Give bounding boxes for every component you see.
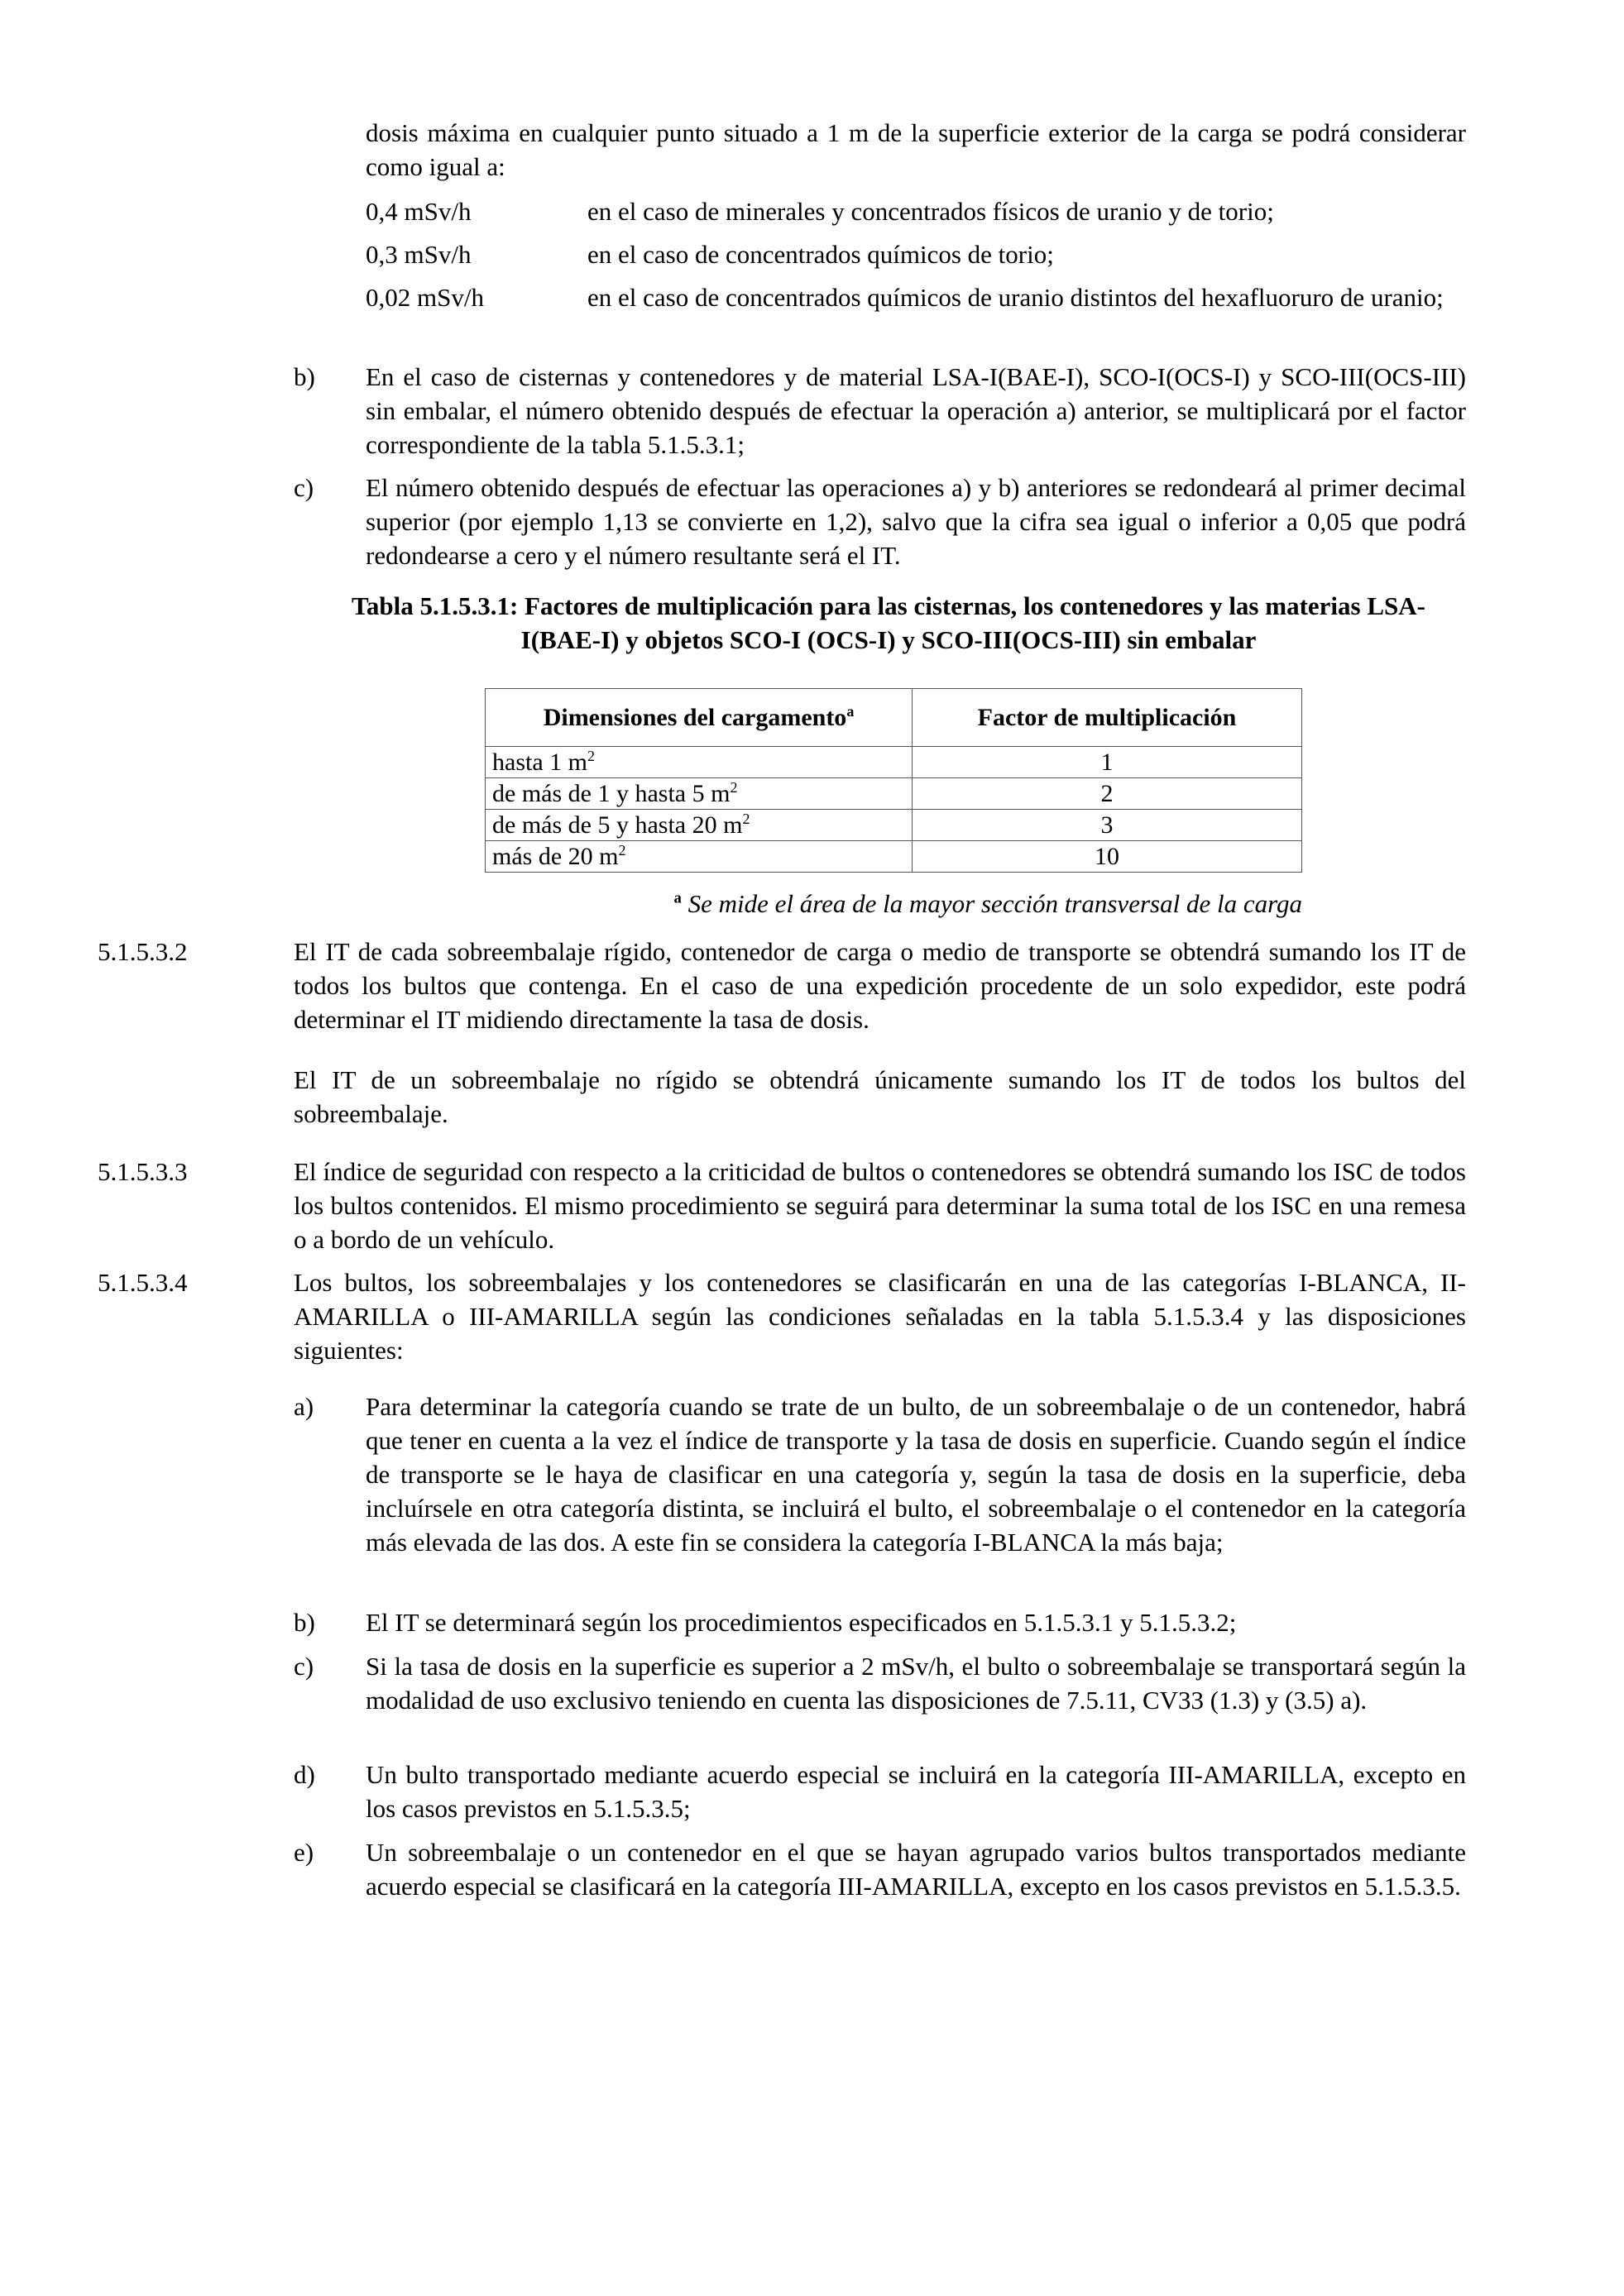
multiplication-factor-table — [485, 688, 1302, 873]
table-row — [486, 810, 1302, 841]
section-paragraph: El IT de cada sobreembalaje rígido, contenedor de carga o medio de transporte se obtendrá sumando los IT de todos los bultos que contenga. En el caso de una expedición procedente de un solo expedidor, este podrá determinar el IT midiendo directamente la tasa de dosis. — [294, 937, 1466, 1034]
dose-rate-description: en el caso de concentrados químicos de torio; — [587, 240, 1054, 269]
table-cell-dimension: de más de 5 y hasta 20 $m^2$ — [486, 810, 913, 841]
list-item-text: El IT se determinará según los procedimientos especificados en 5.1.5.3.1 y 5.1.5.3.2; — [366, 1608, 1237, 1637]
list-item-label: e) — [294, 1838, 314, 1867]
intro-paragraph: dosis máxima en cualquier punto situado a 1 m de la superficie exterior de la carga se podrá considerar como igual a: — [366, 118, 1466, 181]
table-cell-factor: 10 — [913, 841, 1302, 873]
section-paragraph: El IT de un sobreembalaje no rígido se obtendrá únicamente sumando los IT de todos los bultos del sobreembalaje. — [294, 1065, 1466, 1128]
table-cell-dimension: hasta 1 $m^2$ — [486, 747, 913, 778]
list-item-text: En el caso de cisternas y contenedores y de material LSA-I(BAE-I), SCO-I(OCS-I) y SCO-III(OCS-III) sin embalar, el número obtenido después de efectuar la operación a) anterior, se multiplicará por el factor correspondiente de la tabla 5.1.5.3.1; — [366, 362, 1466, 459]
list-item-text: Si la tasa de dosis en la superficie es superior a 2 mSv/h, el bulto o sobreembalaje se transportará según la modalidad de uso exclusivo teniendo en cuenta las disposiciones de 7.5.11, CV33 (1.3) y (3.5) a). — [366, 1652, 1466, 1715]
table-cell-factor: 2 — [913, 778, 1302, 810]
column-header-dimensions: Dimensiones del cargamento$^a$ — [486, 689, 913, 747]
dose-rate-value: 0,02 mSv/h — [366, 283, 484, 312]
section-number: 5.1.5.3.4 — [98, 1268, 188, 1297]
section-paragraph: El índice de seguridad con respecto a la criticidad de bultos o contenedores se obtendrá sumando los ISC de todos los bultos contenidos. El mismo procedimiento se seguirá para determinar la suma total de los ISC en una remesa o a bordo de un vehículo. — [294, 1157, 1466, 1254]
list-item-label: c) — [294, 1652, 314, 1681]
table-row — [486, 747, 1302, 778]
table-cell-factor: 1 — [913, 747, 1302, 778]
list-item-label: c) — [294, 473, 314, 502]
dose-rate-value: 0,3 mSv/h — [366, 240, 472, 269]
list-item-text: El número obtenido después de efectuar las operaciones a) y b) anteriores se redondeará al primer decimal superior (por ejemplo 1,13 se convierte en 1,2), salvo que la cifra sea igual o inferior a 0,05 que podrá redondearse a cero y el número resultante será el IT. — [366, 473, 1466, 570]
table-footnote: $^a$ Se mide el área de la mayor sección transversal de la carga — [673, 889, 1302, 918]
list-item-label: b) — [294, 1608, 315, 1637]
section-number: 5.1.5.3.3 — [98, 1157, 188, 1186]
table-cell-dimension: más de 20 $m^2$ — [486, 841, 913, 873]
section-number: 5.1.5.3.2 — [98, 937, 188, 966]
list-item-label: d) — [294, 1760, 315, 1789]
dose-rate-description: en el caso de concentrados químicos de uranio distintos del hexafluoruro de uranio; — [587, 283, 1444, 312]
list-item-text: Para determinar la categoría cuando se trate de un bulto, de un sobreembalaje o de un contenedor, habrá que tener en cuenta a la vez el índice de transporte y la tasa de dosis en superficie. Cuando según el índice de transporte se le haya de clasificar en una categoría y, según la tasa de dosis en la superficie, deba incluírsele en otra categoría distinta, se incluirá el bulto, el sobreembalaje o el contenedor en la categoría más elevada de las dos. A este fin se considera la categoría I-BLANCA la más baja; — [366, 1392, 1466, 1557]
table-cell-factor: 3 — [913, 810, 1302, 841]
dose-rate-description: en el caso de minerales y concentrados físicos de uranio y de torio; — [587, 197, 1274, 226]
table-cell-dimension: de más de 1 y hasta 5 $m^2$ — [486, 778, 913, 810]
list-item-text: Un bulto transportado mediante acuerdo especial se incluirá en la categoría III-AMARILLA, excepto en los casos previstos en 5.1.5.3.5; — [366, 1760, 1466, 1823]
list-item-label: b) — [294, 362, 315, 391]
section-paragraph: Los bultos, los sobreembalajes y los contenedores se clasificarán en una de las categorías I-BLANCA, II-AMARILLA o III-AMARILLA según las condiciones señaladas en la tabla 5.1.5.3.4 y las disposiciones siguientes: — [294, 1268, 1466, 1365]
table-row — [486, 841, 1302, 873]
list-item-label: a) — [294, 1392, 314, 1421]
dose-rate-value: 0,4 mSv/h — [366, 197, 472, 226]
table-row — [486, 778, 1302, 810]
column-header-factor: Factor de multiplicación — [913, 689, 1302, 747]
table-header-row — [486, 689, 1302, 747]
list-item-text: Un sobreembalaje o un contenedor en el que se hayan agrupado varios bultos transportados mediante acuerdo especial se clasificará en la categoría III-AMARILLA, excepto en los casos previstos en 5.1.5.3.5. — [366, 1838, 1466, 1901]
table-caption: Tabla 5.1.5.3.1: Factores de multiplicación para las cisternas, los contenedores y las materias LSA-I(BAE-I) y objetos SCO-I (OCS-I) y SCO-III(OCS-III) sin embalar — [352, 591, 1425, 654]
